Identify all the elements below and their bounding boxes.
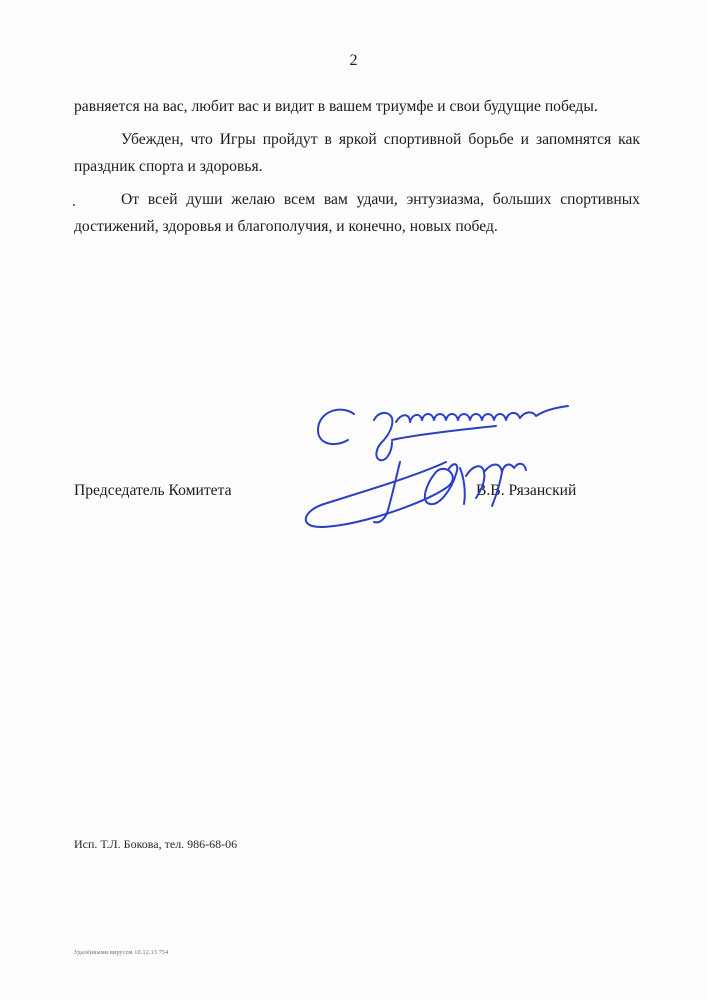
footer-registration-code: Удалёнными вирусом 10.12.13 754 — [74, 950, 169, 956]
scan-speck — [73, 204, 75, 206]
letter-body — [74, 93, 640, 246]
paragraph-3: От всей души желаю всем вам удачи, энтузиазма, больших спортивных достижений, здоровья и благополучия, и конечно, новых побед. — [74, 191, 640, 235]
signatory-name: В.В. Рязанский — [476, 482, 577, 499]
signatory-title: Председатель Комитета — [74, 482, 232, 499]
paragraph-1: равняется на вас, любит вас и видит в вашем триумфе и свои будущие победы. — [74, 98, 598, 115]
executor-contact: Исп. Т.Л. Бокова, тел. 986-68-06 — [74, 837, 238, 851]
paragraph-2: Убежден, что Игры пройдут в яркой спортивной борьбе и запомнятся как праздник спорта и здоровья. — [74, 131, 640, 175]
handwritten-signature — [296, 392, 596, 542]
page-number: 2 — [349, 52, 358, 69]
